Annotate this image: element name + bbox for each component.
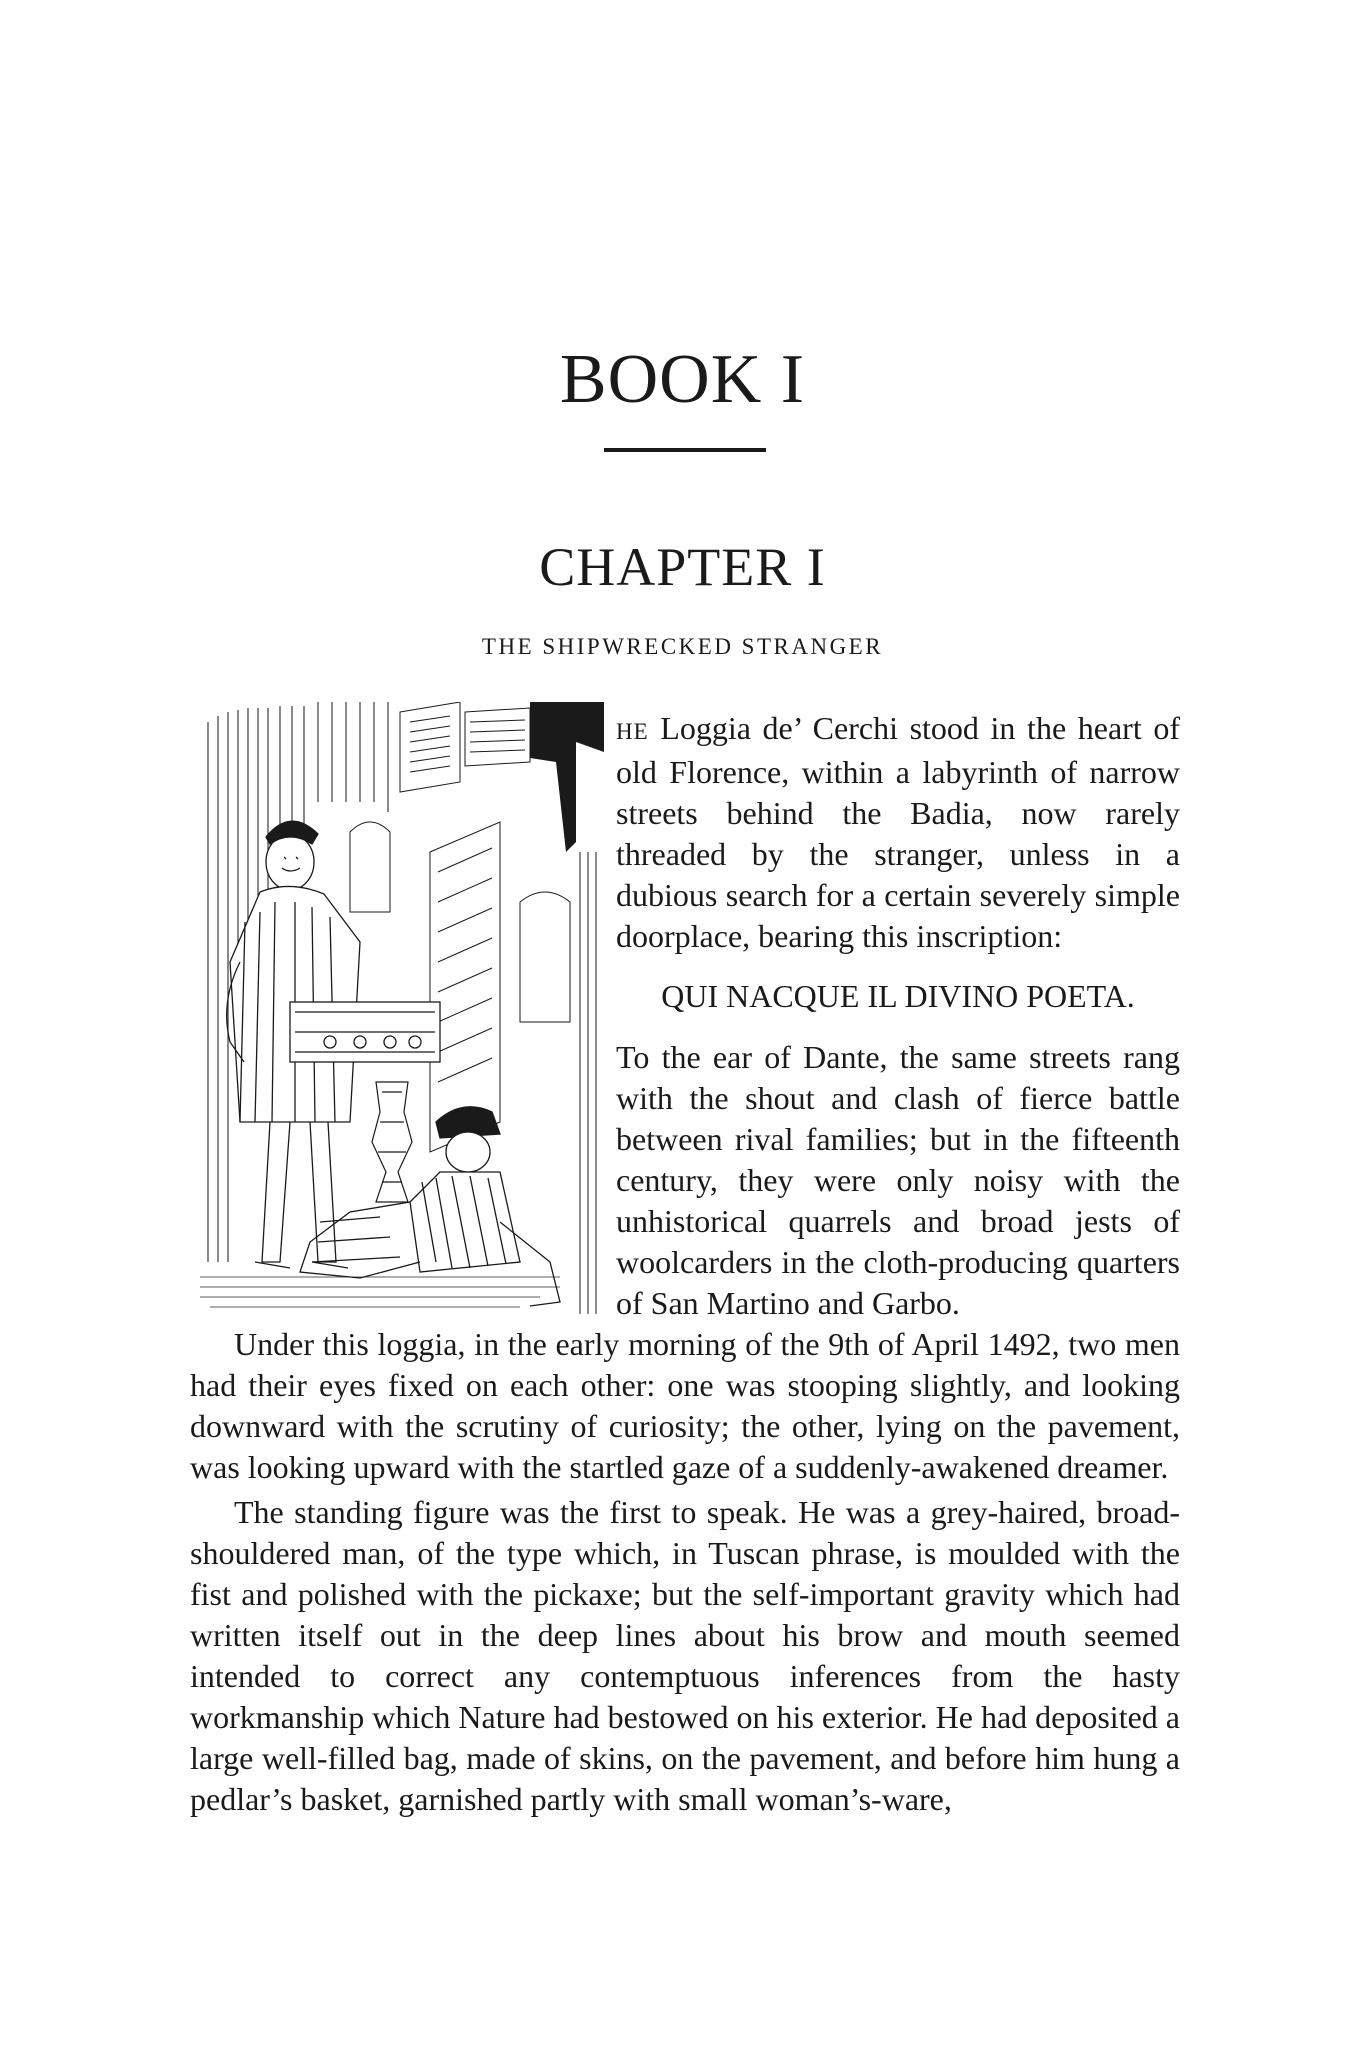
body-text [190,1324,1180,1824]
paragraph: Under this loggia, in the early morning of the 9th of April 1492, two men had their eyes fixed on each other: one was stooping slightly, and looking downward with the scrutiny of curiosity; the other, lying on the pavement, was looking upward with the startled gaze of a suddenly-awakened dreamer. [190,1326,1180,1485]
intro-paragraph [616,708,1180,957]
book-title: BOOK I [559,341,806,418]
chapter-subtitle: THE SHIPWRECKED STRANGER [481,634,884,659]
inscription: QUI NACQUE IL DIVINO POETA. [661,978,1135,1014]
chapter-title: CHAPTER I [539,537,826,597]
intro-continued-text: To the ear of Dante, the same streets rang with the shout and clash of fierce battle between rival families; but in the fifteenth century, they were only noisy with the unhistorical quarrels and broad jests of woolcarders in the cloth-producing quarters of San Martino and Garbo. [616,1039,1180,1321]
paragraph: The standing figure was the first to speak. He was a grey-haired, broad-shouldered man, of the type which, in Tuscan phrase, is moulded with the fist and polished with the pickaxe; but the self-important gravity which had written itself out in the deep lines about his brow and mouth seemed intended to correct any contemptuous inferences from the hasty workmanship which Nature had bestowed on his exterior. He had deposited a large well-filled bag, made of skins, on the pavement, and before him hung a pedlar’s basket, garnished partly with small woman’s-ware, [190,1494,1180,1817]
engraving-illustration [200,702,604,1314]
title-rule [604,448,766,452]
dropcap-continuation: HE [616,719,649,744]
intro-continued [616,1037,1180,1324]
intro-text: Loggia de’ Cerchi stood in the heart of old Florence, within a labyrinth of narrow streets behind the Badia, now rarely threaded by the stranger, unless in a dubious search for a certain severely simple doorplace, bearing this inscription: [616,710,1180,954]
